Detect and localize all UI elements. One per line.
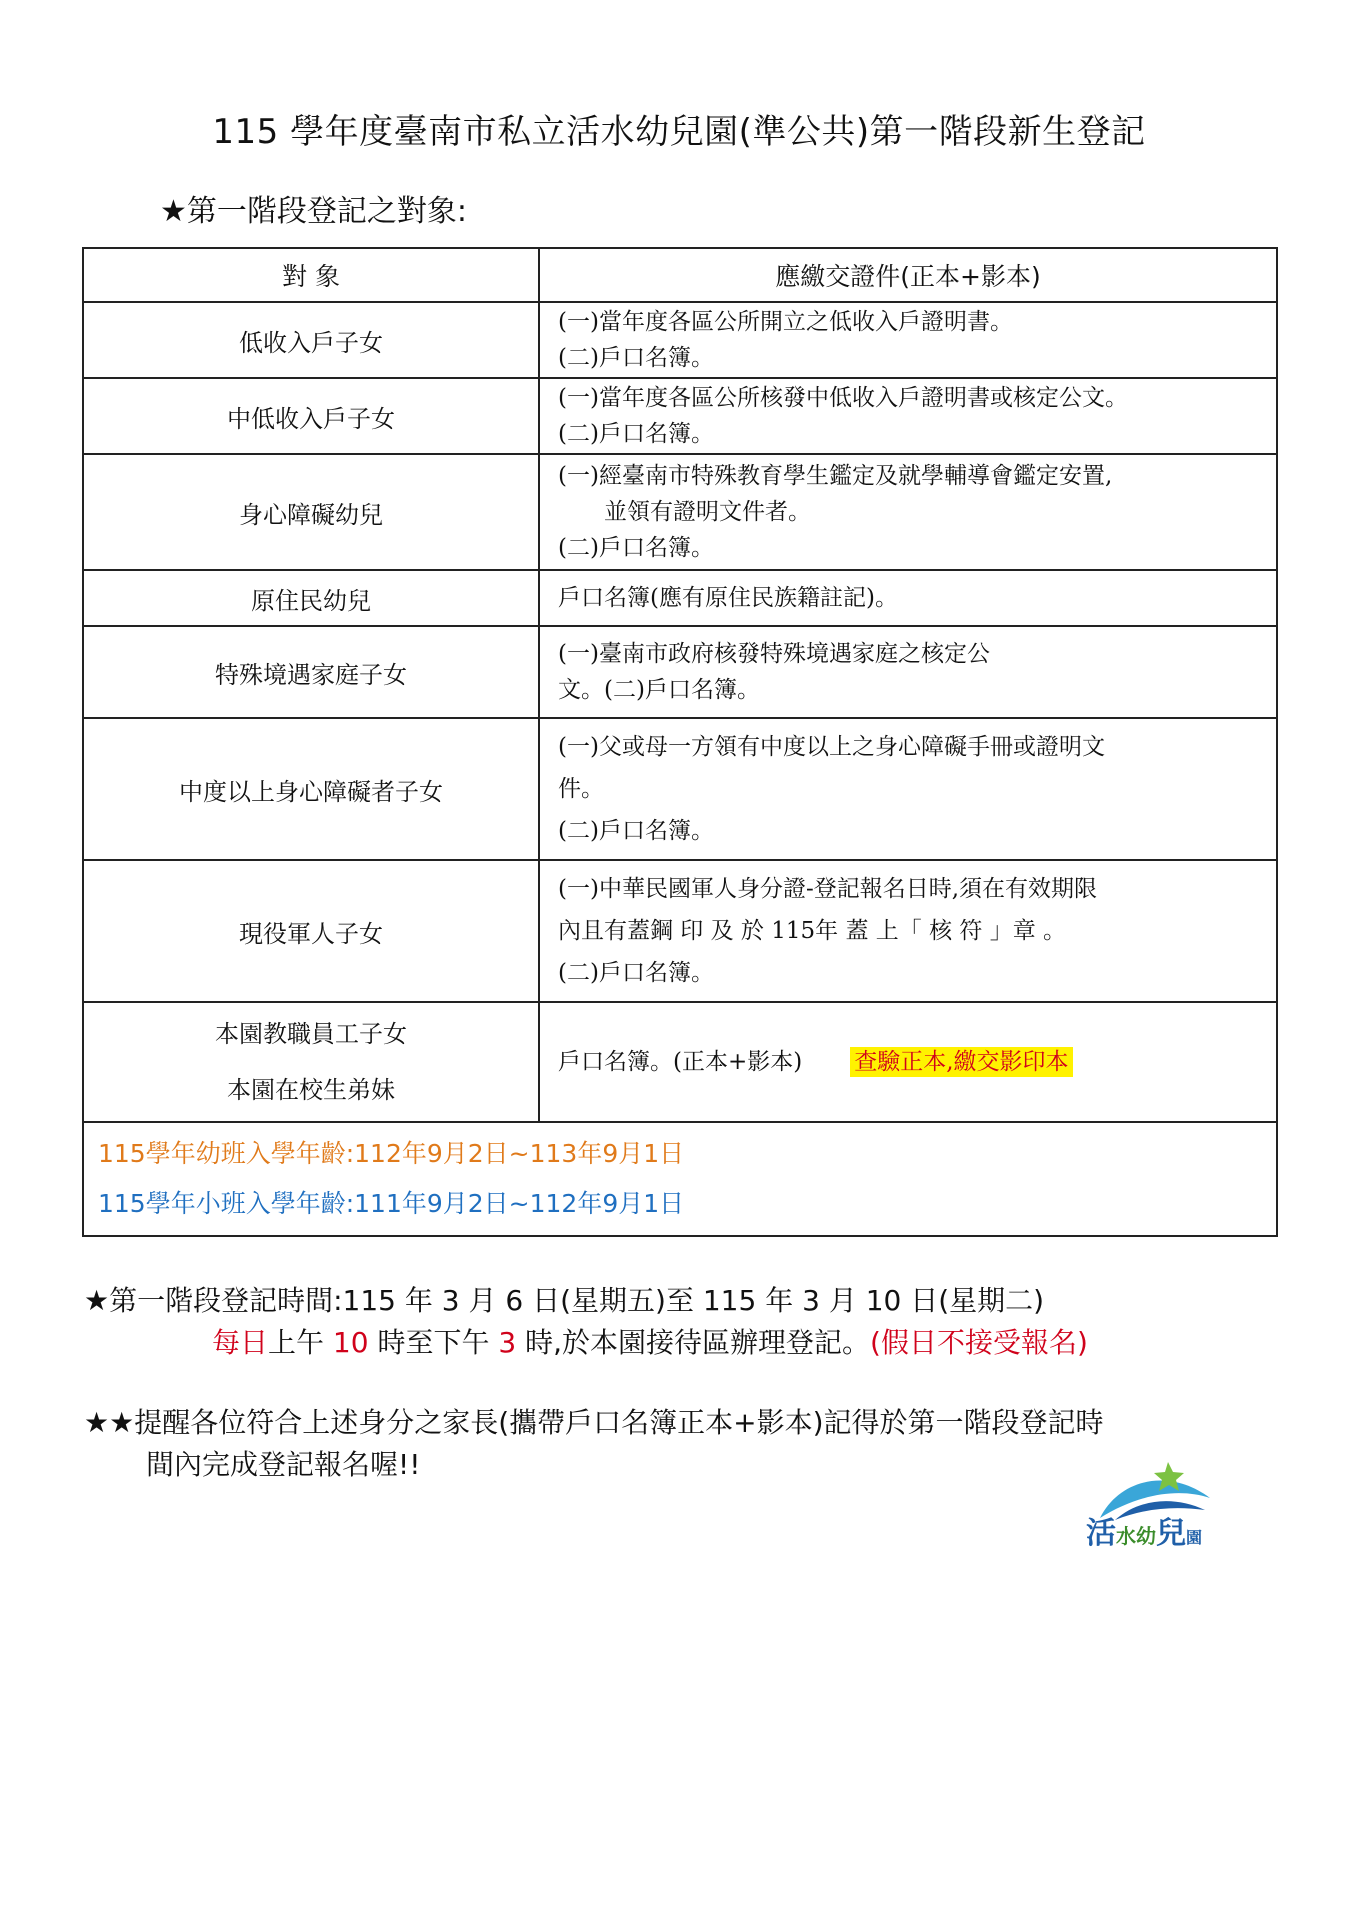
row-category: 低收入戶子女 bbox=[83, 302, 539, 378]
reg-part: 每日 bbox=[212, 1326, 269, 1359]
doc-line: (一)當年度各區公所開立之低收入戶證明書。 bbox=[558, 309, 1013, 335]
header-category: 對 象 bbox=[83, 248, 539, 302]
doc-line: (二)戶口名簿。 bbox=[558, 535, 714, 561]
reg-part: (假日不接受報名) bbox=[870, 1326, 1088, 1359]
row-category: 特殊境遇家庭子女 bbox=[83, 626, 539, 718]
row-category: 現役軍人子女 bbox=[83, 860, 539, 1002]
row-category: 中低收入戶子女 bbox=[83, 378, 539, 454]
row-category: 中度以上身心障礙者子女 bbox=[83, 718, 539, 860]
reg-part: 3 bbox=[498, 1326, 517, 1359]
registration-line2 bbox=[84, 1322, 1088, 1364]
doc-line: 件。 bbox=[558, 776, 604, 802]
row-documents bbox=[539, 302, 1277, 378]
registration-time bbox=[84, 1280, 1088, 1364]
table-row bbox=[83, 860, 1277, 1002]
doc-line: 文。(二)戶口名簿。 bbox=[558, 677, 760, 703]
logo-char: 園 bbox=[1186, 1528, 1203, 1547]
category-line: 本園教職員工子女 bbox=[215, 1020, 407, 1048]
reminder bbox=[84, 1402, 1104, 1486]
doc-line: 並領有證明文件者。 bbox=[604, 499, 811, 525]
age-info-row bbox=[83, 1122, 1277, 1236]
logo-char: 活 bbox=[1086, 1516, 1116, 1551]
logo-char: 幼 bbox=[1136, 1524, 1156, 1548]
doc-line: (二)戶口名簿。 bbox=[558, 345, 714, 371]
school-logo-text bbox=[1086, 1508, 1202, 1552]
table-row-staff bbox=[83, 1002, 1277, 1122]
reminder-line2: 間內完成登記報名喔!! bbox=[146, 1448, 421, 1481]
eligibility-table bbox=[82, 247, 1278, 1237]
reg-part: 10 bbox=[332, 1326, 369, 1359]
age-line-small: 115學年小班入學年齡:111年9月2日~112年9月1日 bbox=[98, 1189, 685, 1218]
reg-part: 時至下午 bbox=[368, 1326, 499, 1359]
section-heading: ★第一階段登記之對象: bbox=[160, 194, 468, 229]
doc-line: (一)父或母一方領有中度以上之身心障礙手冊或證明文 bbox=[558, 734, 1105, 760]
table-row bbox=[83, 718, 1277, 860]
table-row bbox=[83, 570, 1277, 626]
doc-line: (二)戶口名簿。 bbox=[558, 421, 714, 447]
reg-part: 時,於本園接待區辦理登記。 bbox=[516, 1326, 871, 1359]
table-row bbox=[83, 302, 1277, 378]
logo-char: 兒 bbox=[1156, 1516, 1186, 1551]
reminder-line1: ★★提醒各位符合上述身分之家長(攜帶戶口名簿正本+影本)記得於第一階段登記時 bbox=[84, 1406, 1104, 1439]
table-header-row bbox=[83, 248, 1277, 302]
doc-line: (一)臺南市政府核發特殊境遇家庭之核定公 bbox=[558, 641, 990, 667]
row-documents bbox=[539, 626, 1277, 718]
page-title: 115 學年度臺南市私立活水幼兒園(準公共)第一階段新生登記 bbox=[212, 112, 1146, 152]
doc-line: 內且有蓋鋼 印 及 於 115年 蓋 上「 核 符 」章 。 bbox=[558, 918, 1067, 944]
logo-char: 水 bbox=[1116, 1524, 1136, 1548]
row-documents bbox=[539, 860, 1277, 1002]
table-row bbox=[83, 378, 1277, 454]
row-category: 原住民幼兒 bbox=[83, 570, 539, 626]
doc-line: 戶口名簿(應有原住民族籍註記)。 bbox=[558, 585, 898, 611]
doc-line: (二)戶口名簿。 bbox=[558, 818, 714, 844]
row-documents bbox=[539, 378, 1277, 454]
category-line: 本園在校生弟妹 bbox=[227, 1076, 395, 1104]
table-row bbox=[83, 626, 1277, 718]
registration-line1: ★第一階段登記時間:115 年 3 月 6 日(星期五)至 115 年 3 月 10 日(星期二) bbox=[84, 1284, 1045, 1317]
age-info bbox=[83, 1122, 1277, 1236]
doc-line: (一)當年度各區公所核發中低收入戶證明書或核定公文。 bbox=[558, 385, 1128, 411]
table-row bbox=[83, 454, 1277, 570]
header-documents: 應繳交證件(正本+影本) bbox=[539, 248, 1277, 302]
row-documents bbox=[539, 718, 1277, 860]
row-documents bbox=[539, 1002, 1277, 1122]
row-category bbox=[83, 1002, 539, 1122]
doc-line: (一)中華民國軍人身分證-登記報名日時,須在有效期限 bbox=[558, 876, 1098, 902]
doc-line: (二)戶口名簿。 bbox=[558, 960, 714, 986]
doc-line: 戶口名簿。(正本+影本) bbox=[558, 1049, 803, 1075]
age-line-junior: 115學年幼班入學年齡:112年9月2日~113年9月1日 bbox=[98, 1139, 685, 1168]
row-category: 身心障礙幼兒 bbox=[83, 454, 539, 570]
row-documents bbox=[539, 454, 1277, 570]
doc-line: (一)經臺南市特殊教育學生鑑定及就學輔導會鑑定安置, bbox=[558, 463, 1113, 489]
reg-part: 上午 bbox=[268, 1326, 333, 1359]
row-documents bbox=[539, 570, 1277, 626]
highlight-note: 查驗正本,繳交影印本 bbox=[850, 1047, 1072, 1077]
